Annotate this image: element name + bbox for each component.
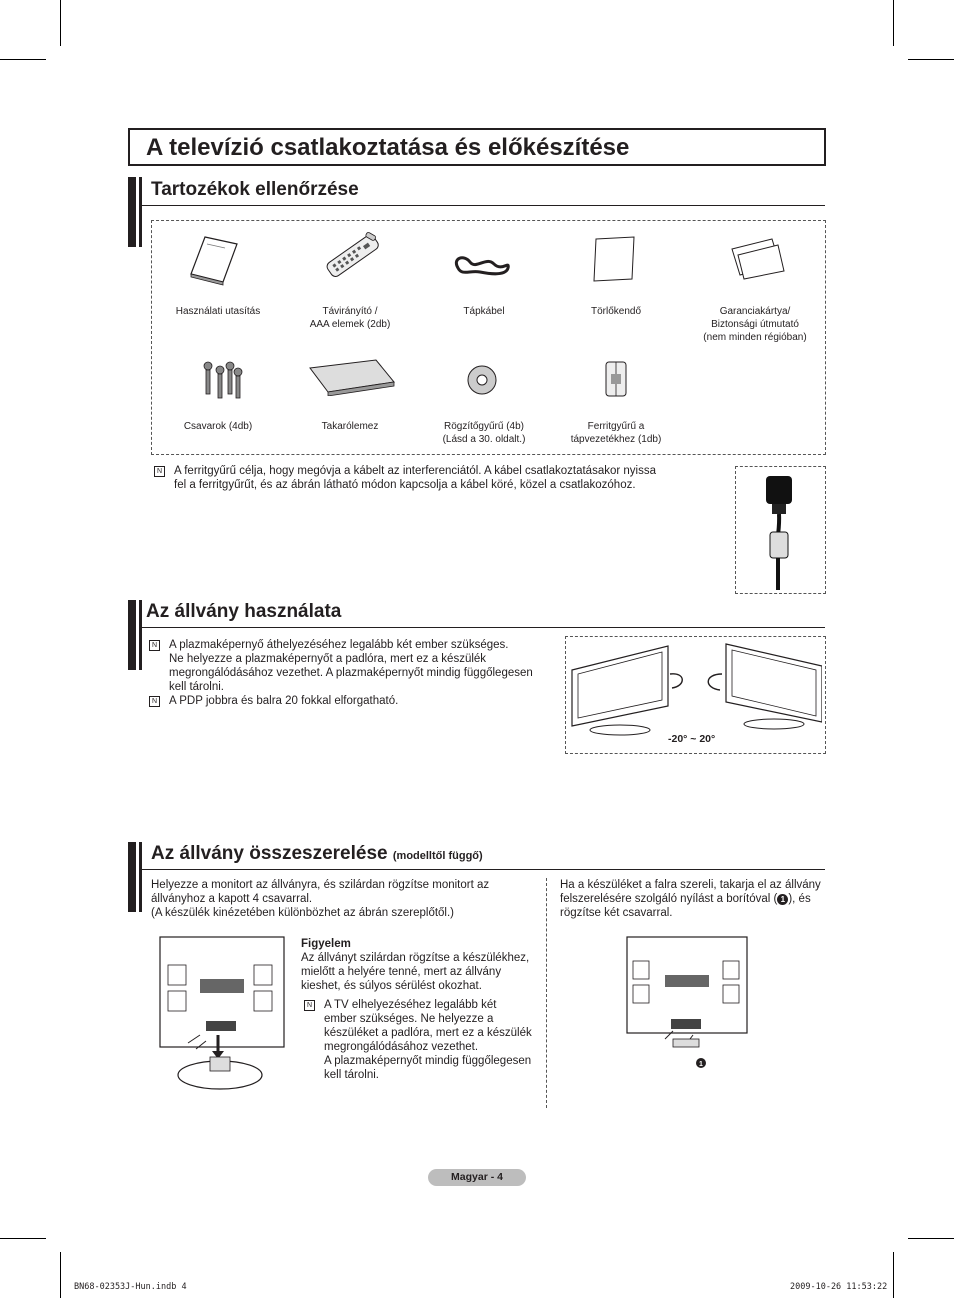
section-rule: [139, 205, 825, 206]
swivel-illustration: [568, 640, 822, 736]
page-title: A televízió csatlakoztatása és előkészítése: [146, 134, 630, 161]
note-icon: N: [149, 640, 160, 651]
remote-icon: [318, 228, 388, 288]
screws-icon: [194, 356, 246, 406]
column-divider: [546, 878, 547, 1108]
stand-use-note-1: A plazmaképernyő áthelyezéséhez legalább két ember szükséges. Ne helyezze a plazmaképernyőt a padlóra, mert ez a készülék megrongálódásához vezethet. A plazmaképernyőt mindig függőlegesen kell tárolni.: [169, 639, 533, 693]
tv-back-wall-cover-illustration: [625, 935, 750, 1070]
caution-note: A TV elhelyezéséhez legalább két ember szükséges. Ne helyezze a készüléket a padlóra, mert ez a készülék megrongálódásához vezethet. A plazmaképernyőt mindig függőlegesen kell tárolni.: [324, 999, 532, 1081]
wall-mount-instructions: Ha a készüléket a falra szereli, takarja el az állvány felszerelésére szolgáló nyílást a borítóval ( 1 ), és rögzítse két csavarral.: [560, 879, 821, 919]
section-title-stand-use: Az állvány használata: [146, 601, 342, 622]
page-title-box: [128, 128, 826, 166]
ferrite-cable-illustration: [740, 470, 820, 590]
swivel-angle-label: -20° ~ 20°: [668, 733, 716, 745]
section-rule: [139, 869, 825, 870]
accessory-label-cover-plate: Takarólemez: [321, 421, 379, 432]
assembly-instructions: Helyezze a monitort az állványra, és szilárdan rögzítse monitort az állványhoz a kapott 4 csavarral. (A készülék kinézetében különbözhet az ábrán szereplőtől.): [151, 879, 490, 919]
section-title-suffix: (modelltől függő): [392, 850, 483, 862]
tv-back-stand-illustration: [158, 935, 288, 1095]
note-icon: N: [304, 1000, 315, 1011]
section-bar: [128, 842, 136, 912]
page-number-label: Magyar - 4: [428, 1169, 526, 1186]
note-icon: N: [149, 696, 160, 707]
caution-title: Figyelem: [301, 938, 351, 950]
caution-text: Az állványt szilárdan rögzítse a készülékhez, mielőtt a helyére tenné, mert az állvány kieshet, és súlyos sérülést okozhat.: [301, 952, 530, 992]
svg-text:1: 1: [699, 1061, 703, 1068]
section-bar: [139, 177, 142, 247]
section-bar: [139, 842, 142, 912]
accessory-label-screws: Csavarok (4db): [183, 421, 253, 432]
section-bar: [128, 600, 136, 670]
note-icon: N: [154, 466, 165, 477]
accessory-label-manual: Használati utasítás: [175, 306, 261, 317]
accessory-label-ferrite-core: Ferritgyűrű a tápvezetékhez (1db): [570, 421, 662, 445]
section-title-stand-assembly: Az állvány összeszerelése (modelltől függő): [151, 843, 483, 864]
accessory-label-power-cable: Tápkábel: [463, 306, 505, 317]
accessory-label-warranty: Garanciakártya/ Biztonsági útmutató (nem minden régióban): [703, 306, 807, 343]
section-rule: [139, 627, 825, 628]
accessory-label-holder-ring: Rögzítőgyűrű (4b) (Lásd a 30. oldalt.): [442, 421, 526, 445]
print-slug-right: 2009-10-26 11:53:22: [790, 1282, 888, 1292]
cloth-icon: [588, 233, 640, 283]
ferrite-note: A ferritgyűrű célja, hogy megóvja a kábelt az interferenciától. A kábel csatlakoztatásakor nyissa fel a ferritgyűrűt, és az ábrán látható módon kapcsolja a kábel köré, közel a csatlakozóhoz.: [174, 465, 656, 491]
marker-1-badge: 1: [777, 894, 788, 905]
section-bar: [128, 177, 136, 247]
stand-use-note-2: A PDP jobbra és balra 20 fokkal elforgatható.: [169, 695, 399, 707]
section-title-accessories: Tartozékok ellenőrzése: [151, 179, 359, 200]
accessory-label-cloth: Törlőkendő: [590, 306, 642, 317]
manual-icon: [185, 232, 245, 287]
print-slug-left: BN68-02353J-Hun.indb 4: [74, 1282, 187, 1292]
accessory-label-remote: Távirányító / AAA elemek (2db): [309, 306, 391, 330]
cover-plate-icon: [306, 356, 398, 396]
power-cable-icon: [450, 248, 515, 283]
ferrite-core-icon: [601, 358, 631, 400]
section-bar: [139, 600, 142, 670]
warranty-card-icon: [728, 235, 788, 280]
holder-ring-icon: [464, 362, 500, 398]
